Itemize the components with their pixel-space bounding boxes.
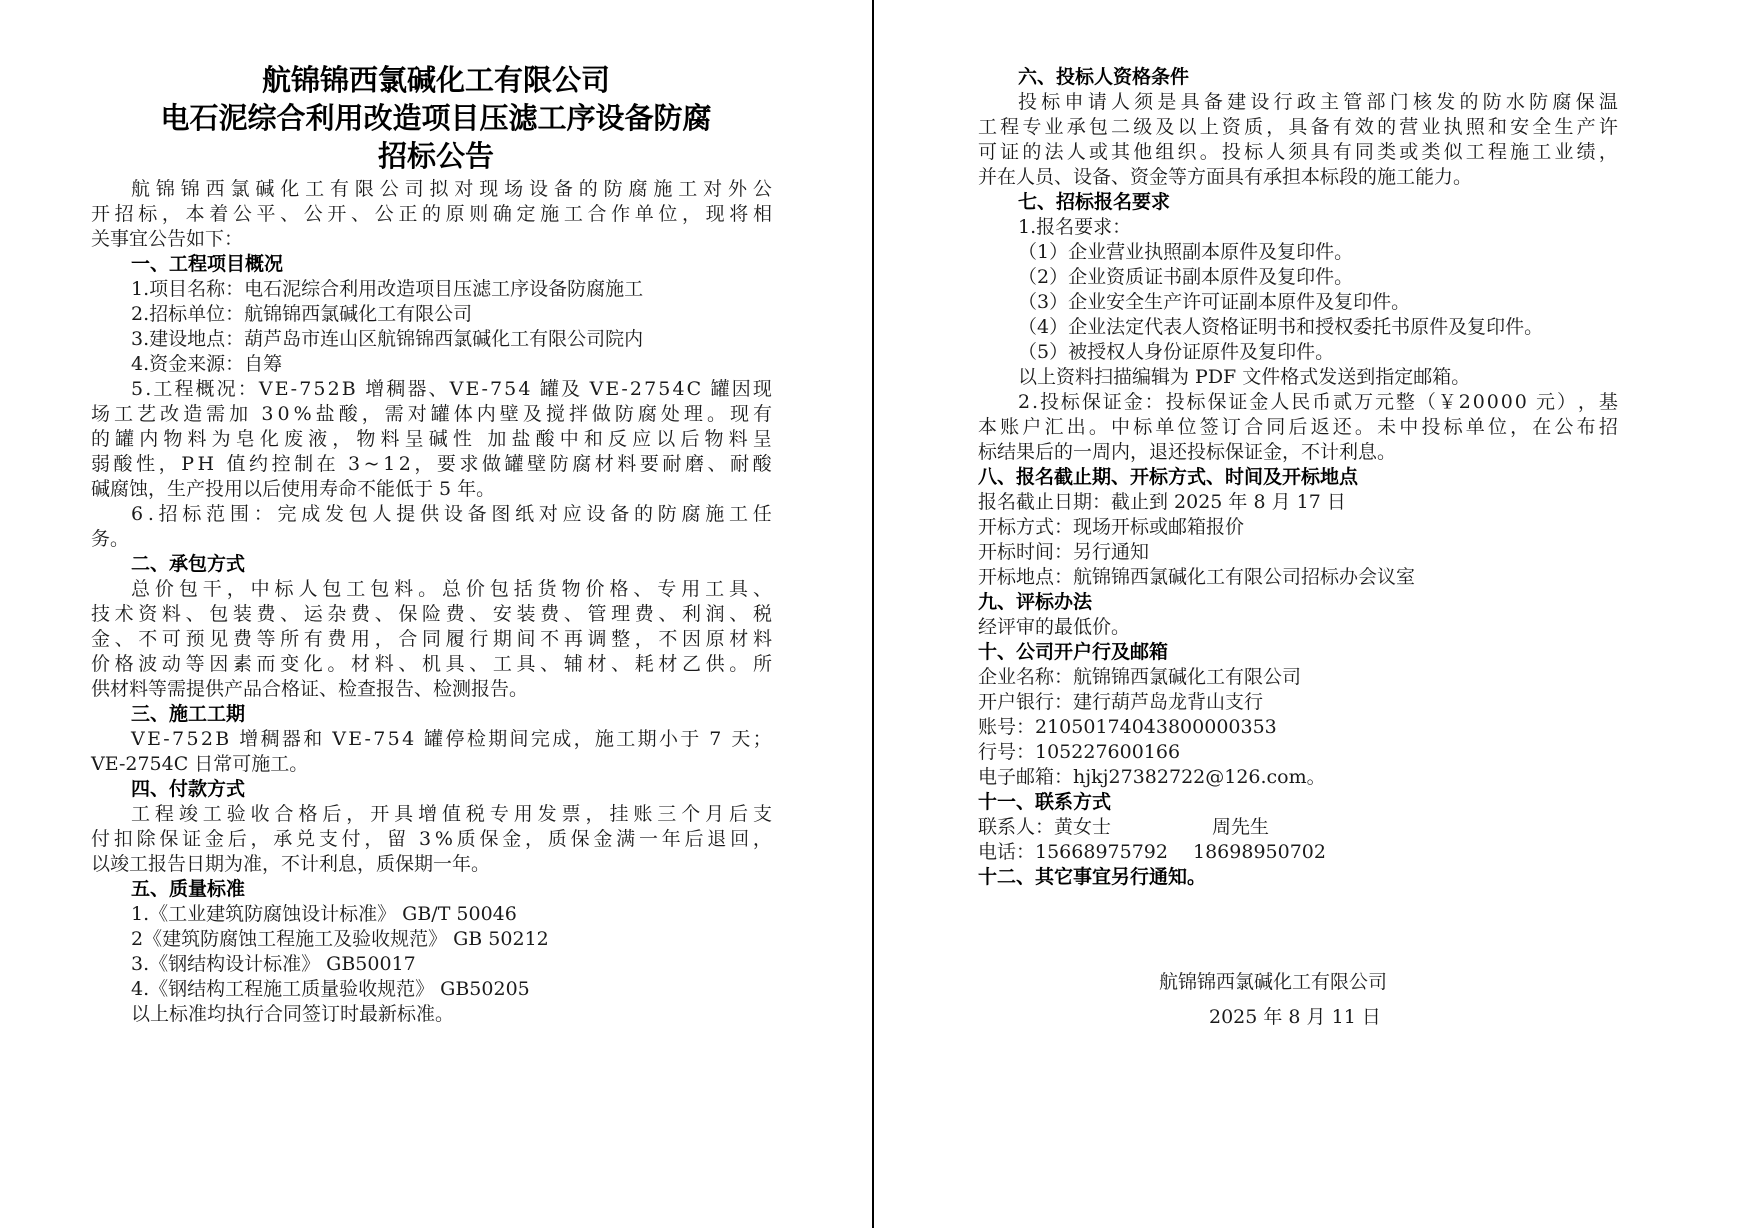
email-line: 电子邮箱：hjkj27382722@126.com。: [978, 766, 1326, 788]
section-7-line: 2 . 投 标 保 证 金 ： 投 标 保 证 金 人 民 币 贰 万 元 整 （ ￥ 2 0 0 0 0 元 ） ， 基: [1018, 391, 1618, 413]
section-3-heading: 三、施工工期: [131, 703, 246, 725]
section-2-heading: 二、承包方式: [131, 553, 246, 575]
section-7-line: 1.报名要求：: [1018, 216, 1132, 238]
section-2-line: 价 格 波 动 等 因 素 而 变 化 。 材 料 、 机 具 、 工 具 、 辅 材 、 耗 材 乙 供 。 所: [91, 653, 772, 675]
section-7-line: 本 账 户 汇 出 。 中 标 单 位 签 订 合 同 后 返 还 。 未 中 投 标 单 位 ， 在 公 布 招: [978, 416, 1618, 438]
contact-2: 周先生: [1212, 816, 1270, 838]
section-4-line: 工 程 竣 工 验 收 合 格 后 ， 开 具 增 值 税 专 用 发 票 ， 挂 账 三 个 月 后 支: [131, 803, 772, 825]
section-5-heading: 五、质量标准: [131, 878, 246, 900]
standard-line: 3.《钢结构设计标准》 GB50017: [131, 953, 416, 975]
section-7-line: 以上资料扫描编辑为 PDF 文件格式发送到指定邮箱。: [1018, 366, 1471, 388]
section-2-line: 供材料等需提供产品合格证、检查报告、检测报告。: [91, 678, 529, 700]
section-1-line: 弱 酸 性 ， P H 值 约 控 制 在 3 ~ 1 2 ， 要 求 做 罐 壁 防 腐 材 料 要 耐 磨 、 耐 酸: [91, 453, 772, 475]
section-1-line: 4.资金来源：自筹: [131, 353, 283, 375]
section-1-line: 碱腐蚀，生产投用以后使用寿命不能低于 5 年。: [91, 478, 496, 500]
section-2-line: 总 价 包 干 ， 中 标 人 包 工 包 料 。 总 价 包 括 货 物 价 格 、 专 用 工 具 、: [131, 578, 772, 600]
section-8-heading: 八、报名截止期、开标方式、时间及开标地点: [978, 466, 1359, 488]
section-8-line: 开标时间：另行通知: [978, 541, 1150, 563]
doc-title-project: 电石泥综合利用改造项目压滤工序设备防腐: [160, 101, 712, 135]
section-6-heading: 六、投标人资格条件: [1018, 66, 1190, 88]
section-7-line: （5）被授权人身份证原件及复印件。: [1018, 341, 1335, 363]
section-2-line: 技 术 资 料 、 包 装 费 、 运 杂 费 、 保 险 费 、 安 装 费 、 管 理 费 、 利 润 、 税: [91, 603, 772, 625]
section-8-line: 开标方式：现场开标或邮箱报价: [978, 516, 1245, 538]
section-4-line: 以竣工报告日期为准，不计利息，质保期一年。: [91, 853, 491, 875]
standard-line: 4.《钢结构工程施工质量验收规范》 GB50205: [131, 978, 530, 1000]
contact-1: 联系人：黄女士: [978, 816, 1112, 838]
section-10-line: 开户银行：建行葫芦岛龙背山支行: [978, 691, 1264, 713]
section-1-line: 6 . 招 标 范 围 ： 完 成 发 包 人 提 供 设 备 图 纸 对 应 设 备 的 防 腐 施 工 任: [131, 503, 772, 525]
intro-line: 开 招 标 ， 本 着 公 平 、 公 开 、 公 正 的 原 则 确 定 施 工 合 作 单 位 ， 现 将 相: [91, 203, 772, 225]
phone-2: 18698950702: [1193, 841, 1326, 863]
section-4-line: 付 扣 除 保 证 金 后 ， 承 兑 支 付 ， 留 3 % 质 保 金 ， 质 保 金 满 一 年 后 退 回 ，: [91, 828, 772, 850]
section-1-heading: 一、工程项目概况: [131, 253, 284, 275]
section-11-heading: 十一、联系方式: [978, 791, 1112, 813]
bank-code: 行号：105227600166: [978, 741, 1181, 763]
section-1-line: 3.建设地点：葫芦岛市连山区航锦锦西氯碱化工有限公司院内: [131, 328, 644, 350]
standard-note: 以上标准均执行合同签订时最新标准。: [131, 1003, 455, 1025]
section-7-line: （4）企业法定代表人资格证明书和授权委托书原件及复印件。: [1018, 316, 1544, 338]
section-6-line: 工 程 专 业 承 包 二 级 及 以 上 资 质 ， 具 备 有 效 的 营 业 执 照 和 安 全 生 产 许: [978, 116, 1618, 138]
section-6-line: 可 证 的 法 人 或 其 他 组 织 。 投 标 人 须 具 有 同 类 或 类 似 工 程 施 工 业 绩 ，: [978, 141, 1618, 163]
section-12-heading: 十二、其它事宜另行通知。: [978, 866, 1207, 888]
section-9-heading: 九、评标办法: [978, 591, 1093, 613]
section-6-line: 投 标 申 请 人 须 是 具 备 建 设 行 政 主 管 部 门 核 发 的 防 水 防 腐 保 温: [1018, 91, 1618, 113]
section-1-line: 场 工 艺 改 造 需 加 3 0 % 盐 酸 ， 需 对 罐 体 内 壁 及 搅 拌 做 防 腐 处 理 。 现 有: [91, 403, 772, 425]
standard-line: 2《建筑防腐蚀工程施工及验收规范》 GB 50212: [131, 928, 549, 950]
doc-title-notice: 招标公告: [377, 139, 494, 173]
section-1-line: 务。: [91, 528, 130, 550]
section-3-line: V E - 7 5 2 B 增 稠 器 和 V E - 7 5 4 罐 停 检 期 间 完 成 ， 施 工 期 小 于 7 天 ；: [131, 728, 772, 750]
section-7-line: （1）企业营业执照副本原件及复印件。: [1018, 241, 1354, 263]
doc-title-company: 航锦锦西氯碱化工有限公司: [261, 63, 610, 97]
signature-date: 2025 年 8 月 11 日: [1209, 1006, 1381, 1028]
section-7-line: 标结果后的一周内，退还投标保证金，不计利息。: [978, 441, 1397, 463]
section-10-line: 企业名称：航锦锦西氯碱化工有限公司: [978, 666, 1302, 688]
standard-line: 1.《工业建筑防腐蚀设计标准》 GB/T 50046: [131, 903, 517, 925]
section-8-line: 报名截止日期：截止到 2025 年 8 月 17 日: [978, 491, 1346, 513]
section-1-line: 的 罐 内 物 料 为 皂 化 废 液 ， 物 料 呈 碱 性 加 盐 酸 中 和 反 应 以 后 物 料 呈: [91, 428, 772, 450]
account-number: 账号：21050174043800000353: [978, 716, 1277, 738]
phone-1: 电话：15668975792: [978, 841, 1168, 863]
section-1-line: 5 . 工 程 概 况 ： V E - 7 5 2 B 增 稠 器 、 V E - 7 5 4 罐 及 V E - 2 7 5 4 C 罐 因 现: [131, 378, 772, 400]
section-2-line: 金 、 不 可 预 见 费 等 所 有 费 用 ， 合 同 履 行 期 间 不 再 调 整 ， 不 因 原 材 料: [91, 628, 772, 650]
signature-company: 航锦锦西氯碱化工有限公司: [1159, 971, 1388, 993]
section-1-line: 2.招标单位：航锦锦西氯碱化工有限公司: [131, 303, 473, 325]
intro-line: 航 锦 锦 西 氯 碱 化 工 有 限 公 司 拟 对 现 场 设 备 的 防 腐 施 工 对 外 公: [131, 178, 772, 200]
section-7-heading: 七、招标报名要求: [1018, 191, 1171, 213]
section-1-line: 1.项目名称：电石泥综合利用改造项目压滤工序设备防腐施工: [131, 278, 644, 300]
section-3-line: VE-2754C 日常可施工。: [91, 753, 309, 775]
section-4-heading: 四、付款方式: [131, 778, 246, 800]
section-7-line: （3）企业安全生产许可证副本原件及复印件。: [1018, 291, 1411, 313]
section-8-line: 开标地点：航锦锦西氯碱化工有限公司招标办会议室: [978, 566, 1416, 588]
section-10-heading: 十、公司开户行及邮箱: [978, 641, 1169, 663]
section-6-line: 并在人员、设备、资金等方面具有承担本标段的施工能力。: [978, 166, 1473, 188]
section-7-line: （2）企业资质证书副本原件及复印件。: [1018, 266, 1354, 288]
right-page: [874, 0, 1739, 1228]
intro-line: 关事宜公告如下：: [91, 228, 244, 250]
section-9-line: 经评审的最低价。: [978, 616, 1131, 638]
